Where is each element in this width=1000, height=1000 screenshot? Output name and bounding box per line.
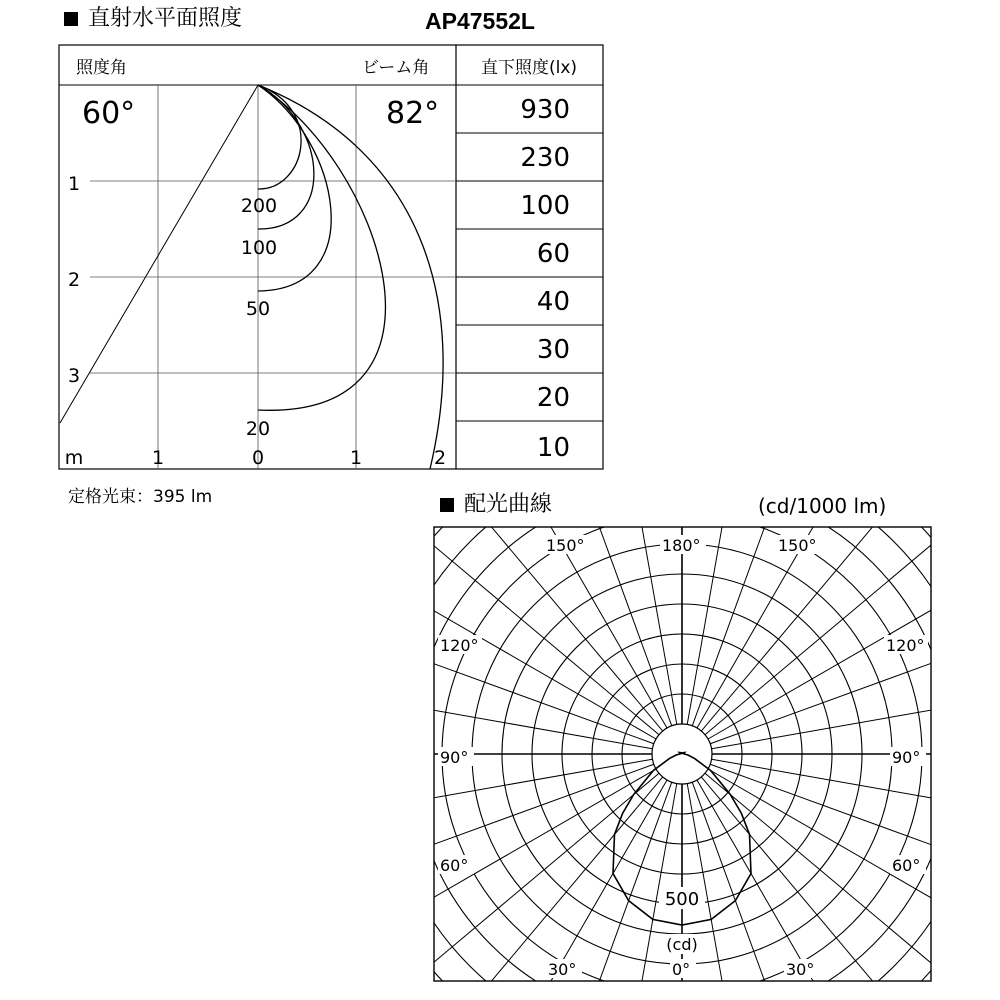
angle-label: 30° bbox=[548, 960, 577, 979]
model-number: AP47552L bbox=[425, 8, 535, 34]
polar-title-text: 配光曲線 bbox=[464, 492, 553, 517]
distance-ticks bbox=[68, 173, 80, 387]
table-value: 100 bbox=[520, 191, 570, 221]
diagram-grid bbox=[90, 85, 456, 469]
table-value: 30 bbox=[536, 335, 570, 365]
square-bullet-icon bbox=[440, 498, 454, 512]
candela-unit-label: (cd) bbox=[666, 935, 698, 954]
luminous-flux-note: 定格光束：395 lm bbox=[68, 487, 213, 507]
illumination-angle-value: 60° bbox=[82, 96, 136, 131]
angle-label: 60° bbox=[440, 856, 469, 875]
table-value: 230 bbox=[520, 143, 570, 173]
polar-section-title bbox=[440, 492, 552, 518]
table-value: 20 bbox=[536, 383, 570, 413]
angle-label: 30° bbox=[786, 960, 815, 979]
illuminance-diagram bbox=[0, 0, 610, 480]
y-tick: 2 bbox=[68, 269, 81, 291]
header-illum-angle: 照度角 bbox=[76, 58, 127, 78]
x-tick: 1 bbox=[349, 447, 363, 469]
x-unit: m bbox=[64, 447, 84, 469]
table-value: 40 bbox=[536, 287, 570, 317]
y-tick: 1 bbox=[68, 173, 81, 195]
table-value: 60 bbox=[536, 239, 570, 269]
contour-label: 50 bbox=[245, 298, 271, 320]
angle-label: 150° bbox=[778, 536, 817, 555]
horizontal-ticks bbox=[65, 447, 446, 469]
illuminance-table bbox=[520, 95, 570, 463]
table-value: 930 bbox=[520, 95, 570, 125]
illuminance-title-text: 直射水平面照度 bbox=[88, 6, 243, 31]
header-direct-illuminance: 直下照度(lx) bbox=[480, 58, 578, 78]
table-value: 10 bbox=[536, 433, 570, 463]
polar-unit-label: (cd/1000 lm) bbox=[758, 494, 887, 518]
angle-label: 90° bbox=[892, 748, 921, 767]
contour-label: 20 bbox=[245, 418, 271, 440]
y-tick: 3 bbox=[68, 365, 81, 387]
angle-label: 120° bbox=[440, 636, 479, 655]
header-beam-angle: ビーム角 bbox=[362, 58, 430, 78]
contour-label: 200 bbox=[240, 195, 278, 217]
angle-label: 150° bbox=[546, 536, 585, 555]
beam-angle-value: 82° bbox=[386, 96, 440, 131]
x-tick: 0 bbox=[251, 447, 265, 469]
angle-label: 0° bbox=[672, 960, 691, 979]
polar-distribution-chart bbox=[430, 525, 935, 985]
angle-label: 60° bbox=[892, 856, 921, 875]
angle-label: 120° bbox=[886, 636, 925, 655]
x-tick: 1 bbox=[151, 447, 165, 469]
radial-value-label: 500 bbox=[664, 889, 700, 910]
angle-label: 180° bbox=[662, 536, 701, 555]
x-tick: 2 bbox=[433, 447, 447, 469]
table-row-lines bbox=[456, 133, 603, 421]
illumination-angle-line bbox=[60, 85, 258, 423]
contour-label: 100 bbox=[240, 237, 278, 259]
contour-labels bbox=[241, 195, 277, 440]
angle-label: 90° bbox=[440, 748, 469, 767]
